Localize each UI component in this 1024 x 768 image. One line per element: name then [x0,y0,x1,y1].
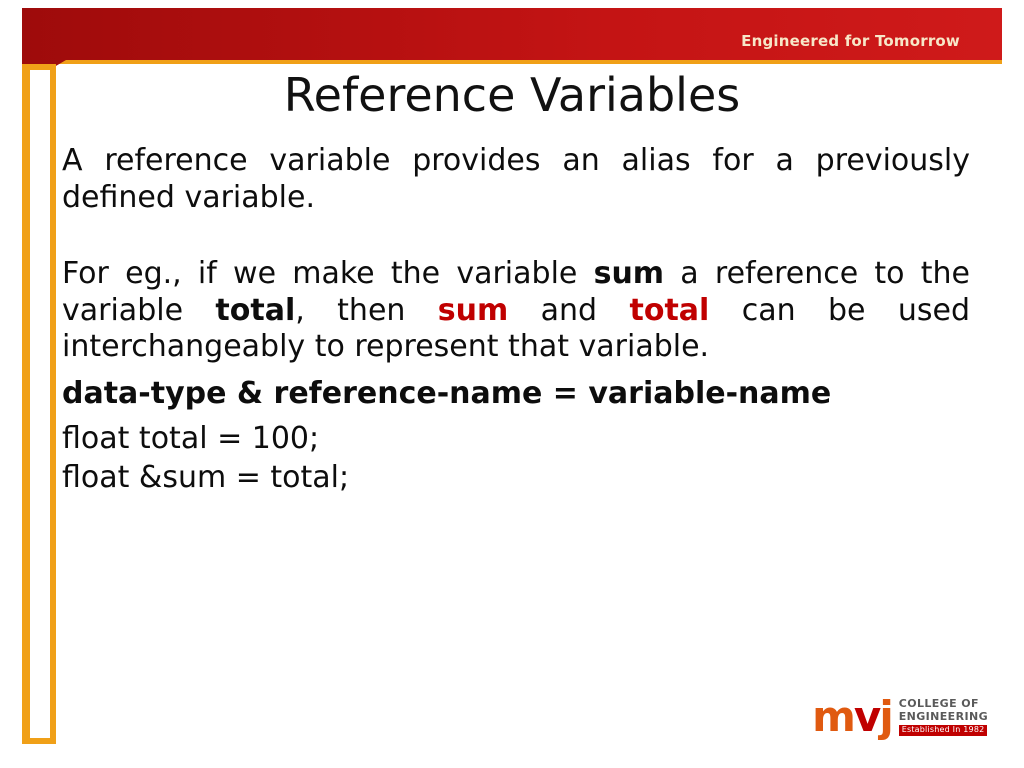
example-text-part1: For eg., if we make the variable [62,256,594,292]
example-bold-total: total [215,292,296,328]
logo-letter-j: j [879,692,892,741]
page-title: Reference Variables [283,68,741,122]
logo-text-block [899,698,988,736]
example-red-total: total [629,292,710,328]
slide-body [62,143,970,497]
example-text-part4: and [508,292,630,328]
code-line-sum: float &sum = total; [62,459,350,495]
logo-line-established: Established In 1982 [899,725,988,736]
paragraph-spacer [62,222,970,256]
logo-letter-m: m [812,692,854,741]
example-text-part5: can be used interchangeably to represent that variable. [62,292,971,365]
top-banner [22,8,1002,60]
logo-line-college: COLLEGE OF [898,697,979,711]
mvj-logo [812,692,988,741]
banner-underline [22,60,1002,64]
example-text-part2: a reference to the variable [62,256,970,328]
syntax-declaration: data-type & reference-name = variable-name [62,375,832,411]
logo-letter-v: v [853,692,880,741]
logo-mark [812,692,892,741]
paragraph-definition: A reference variable provides an alias for a previously defined variable. [62,143,970,215]
logo-line-engineering: ENGINEERING [898,709,988,723]
banner-tagline: Engineered for Tomorrow [741,32,960,50]
code-line-total: float total = 100; [62,420,320,456]
left-accent-bar-thin [22,64,30,744]
example-bold-sum: sum [593,256,665,292]
left-accent-bar-inner [28,70,50,738]
paragraph-example [62,256,970,366]
example-text-part3: , then [295,292,438,328]
example-red-sum: sum [437,292,509,328]
